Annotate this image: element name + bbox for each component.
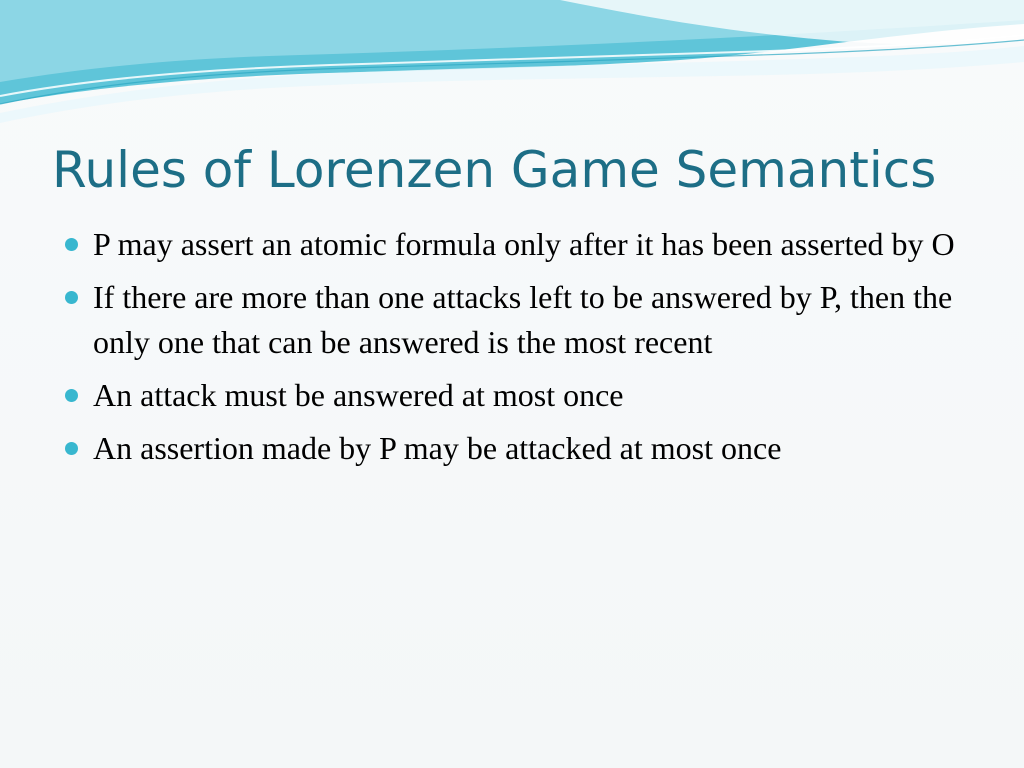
round-bullet-icon bbox=[65, 442, 78, 455]
bullet-text: An attack must be answered at most once bbox=[93, 377, 624, 413]
bullet-text: If there are more than one attacks left to be answered by P, then the only one that can be answered is the most recent bbox=[93, 279, 953, 360]
bullet-text: An assertion made by P may be attacked at most once bbox=[93, 430, 782, 466]
bullet-list bbox=[62, 222, 962, 479]
bullet-item bbox=[62, 426, 962, 471]
round-bullet-icon bbox=[65, 389, 78, 402]
bullet-item bbox=[62, 373, 962, 418]
bullet-item bbox=[62, 275, 962, 365]
bullet-text: P may assert an atomic formula only after it has been asserted by O bbox=[93, 226, 955, 262]
round-bullet-icon bbox=[65, 238, 78, 251]
wave-header-decoration bbox=[0, 0, 1024, 130]
bullet-item bbox=[62, 222, 962, 267]
round-bullet-icon bbox=[65, 291, 78, 304]
slide-title: Rules of Lorenzen Game Semantics bbox=[52, 141, 937, 199]
